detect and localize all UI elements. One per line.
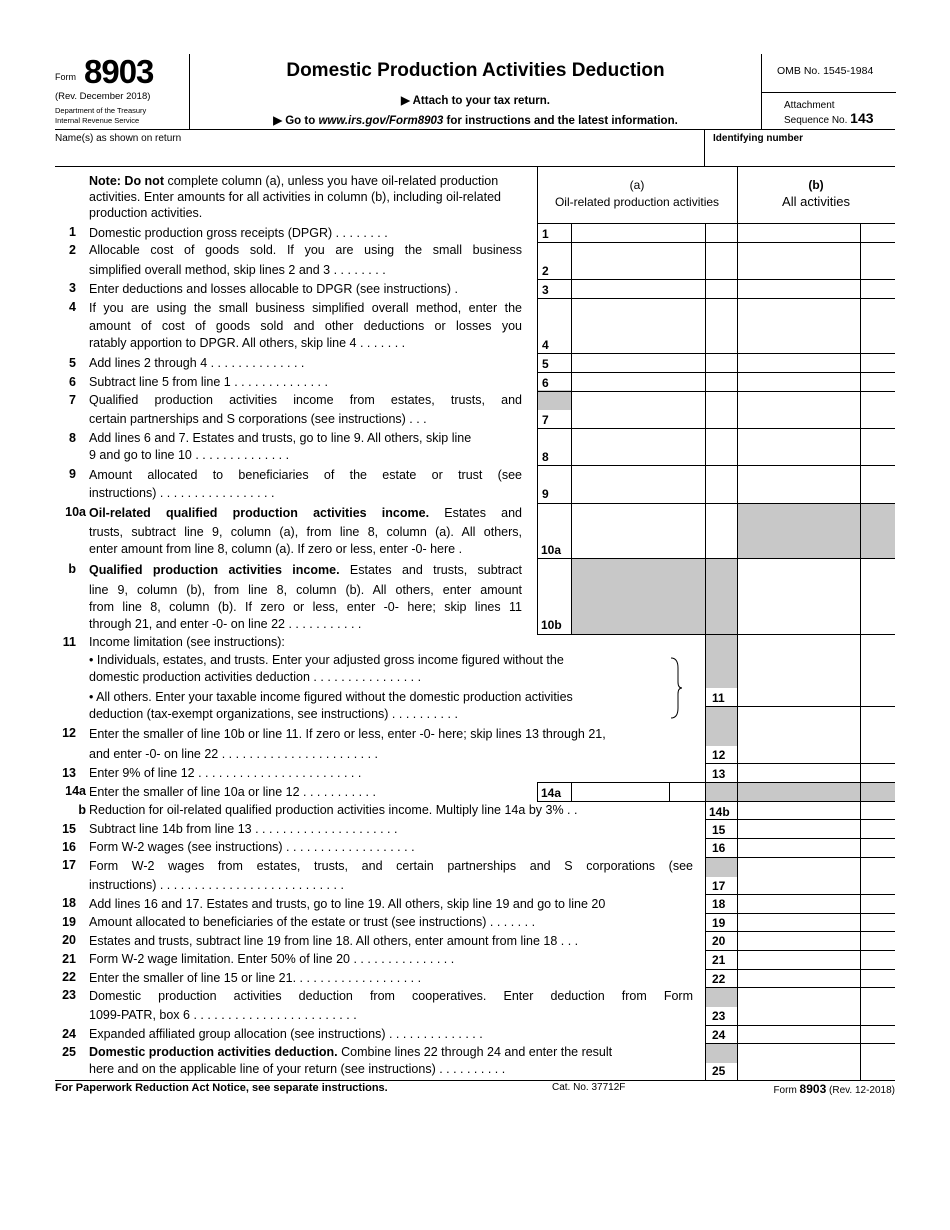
footer-form-id: Form 8903 (Rev. 12-2018) [773,1082,895,1096]
shaded-23-lbl [706,987,738,1007]
line-25-number: 25 [62,1045,76,1059]
form-number: 8903 [84,53,154,90]
attach-instruction: ▶ Attach to your tax return. [401,95,550,107]
line-4-text-1: If you are using the small business simplified overall method, enter the [89,301,522,315]
line-3a-field[interactable] [572,280,705,298]
line-17-label: 17 [712,879,726,893]
line-1-text: Domestic production gross receipts (DPGR) . . . . . . . . [89,226,388,240]
line-8-text-1: Add lines 6 and 7. Estates and trusts, go to line 9. All others, skip line [89,431,472,445]
name-row [55,130,895,167]
line-22-number: 22 [62,970,76,984]
line-8-text-2: 9 and go to line 10 . . . . . . . . . . . . . . [89,448,290,462]
line-23-number: 23 [62,988,76,1002]
line-1-number: 1 [69,225,76,239]
line-21-text: Form W-2 wage limitation. Enter 50% of line 20 . . . . . . . . . . . . . . . [89,952,455,966]
shaded-12-lbl [706,706,738,746]
line-13-text: Enter 9% of line 12 . . . . . . . . . . . . . . . . . . . . . . . . [89,766,362,780]
line-10b-text-3: from line 8, column (b). If zero or less, enter -0- here; skip lines 11 [89,600,522,614]
line-11-number: 11 [62,635,76,649]
line-25-text-2: here and on the applicable line of your return (see instructions) . . . . . . . . . . [89,1062,506,1076]
shaded-11-lbl [706,634,738,688]
line-20-text: Estates and trusts, subtract line 19 from line 18. All others, enter amount from line 18 . . . [89,934,579,948]
line-17-text-2: instructions) . . . . . . . . . . . . . . . . . . . . . . . . . . . [89,878,344,892]
line-2-label: 2 [542,264,549,278]
line-11-field[interactable] [738,634,860,706]
line-9-text-1: Amount allocated to beneficiaries of the estate or trust (see [89,468,522,482]
line-20-number: 20 [62,933,76,947]
column-a-header: (a) Oil-related production activities [554,178,720,209]
line-3-text: Enter deductions and losses allocable to DPGR (see instructions) . [89,282,458,296]
line-24-field[interactable] [738,1026,860,1043]
line-9-label: 9 [542,487,549,501]
line-3b-field[interactable] [738,280,860,298]
note: Note: Do not complete column (a), unless you have oil-related production activities. Enter amounts for all activities in column (b), including oil-related production activities. [89,174,501,220]
line-9-number: 9 [69,467,76,481]
omb-number: OMB No. 1545-1984 [762,54,896,93]
line-13-number: 13 [62,766,76,780]
line-1-label: 1 [542,227,549,241]
line-10a-label: 10a [541,543,562,557]
line-4a-field[interactable] [572,299,705,353]
goto-instruction: ▶ Go to www.irs.gov/Form8903 for instructions and the latest information. [273,115,678,127]
line-12-number: 12 [62,726,76,740]
line-5-number: 5 [69,356,76,370]
line-21-number: 21 [62,952,76,966]
line-6-number: 6 [69,375,76,389]
line-4-number: 4 [69,300,76,314]
line-18-text: Add lines 16 and 17. Estates and trusts, go to line 19. All others, skip line 19 and go to line 20 [89,897,606,911]
line-23-label: 23 [712,1009,726,1023]
line-21-label: 21 [712,953,726,967]
form-revision: (Rev. December 2018) [55,91,151,102]
line-10a-text-1: Oil-related qualified production activities income. Estates and [89,506,522,520]
line-24-text: Expanded affiliated group allocation (see instructions) . . . . . . . . . . . . . . [89,1027,483,1041]
catalog-number: Cat. No. 37712F [552,1082,626,1093]
line-17-field[interactable] [738,858,860,894]
line-20-label: 20 [712,934,726,948]
line-16-label: 16 [712,841,726,855]
attachment-sequence: Attachment Sequence No. 143 [784,100,874,126]
line-18-number: 18 [62,896,76,910]
line-4b-field[interactable] [738,299,860,353]
shaded-25-lbl [706,1043,738,1063]
line-23-text-2: 1099-PATR, box 6 . . . . . . . . . . . . . . . . . . . . . . . . [89,1008,357,1022]
form-word: Form [55,72,76,82]
irs-link[interactable]: www.irs.gov/Form8903 [318,115,444,127]
line-15-label: 15 [712,823,726,837]
title-block [190,54,761,130]
line-10a-number: 10a [65,505,86,519]
line-4-label: 4 [542,338,549,352]
line-14b-field[interactable] [738,802,860,819]
line-25-label: 25 [712,1064,726,1078]
form-page [55,54,895,167]
brace-icon [668,656,684,720]
line-15-field[interactable] [738,820,860,838]
line-12-label: 12 [712,748,726,762]
line-8-label: 8 [542,450,549,464]
line-2a-field[interactable] [572,243,705,279]
line-24-number: 24 [62,1027,76,1041]
line-10a-text-3: enter amount from line 8, column (a). If zero or less, enter -0- here . [89,542,463,556]
line-4-text-3: ratably apportion to DPGR. All others, skip line 4 . . . . . . . [89,336,406,350]
line-10b-label: 10b [541,618,562,632]
name-label: Name(s) as shown on return [55,133,182,144]
line-17-number: 17 [62,858,76,872]
line-22-field[interactable] [738,970,860,987]
form-header [55,54,895,130]
line-14b-text: Reduction for oil-related qualified production activities income. Multiply line 14a by 3% . . [89,803,578,817]
line-11-label: 11 [712,691,725,705]
line-24-label: 24 [712,1028,726,1042]
line-2b-field[interactable] [738,243,860,279]
line-12-field[interactable] [738,707,860,763]
shaded-7-lbl [537,390,571,410]
line-5-label: 5 [542,357,549,371]
line-12-text-1: Enter the smaller of line 10b or line 11. If zero or less, enter -0- here; skip lines 13 through 21, [89,727,606,741]
line-20-field[interactable] [738,932,860,950]
line-21-field[interactable] [738,951,860,969]
line-12-text-2: and enter -0- on line 22 . . . . . . . . . . . . . . . . . . . . . . . [89,747,379,761]
column-b-header: (b) All activities [782,178,850,209]
line-1a-field[interactable] [572,224,705,242]
line-22-label: 22 [712,972,726,986]
line-11-text-3: • All others. Enter your taxable income figured without the domestic production activities [89,690,573,704]
line-5-text: Add lines 2 through 4 . . . . . . . . . . . . . . [89,356,305,370]
line-22-text: Enter the smaller of line 15 or line 21. . . . . . . . . . . . . . . . . . . [89,971,422,985]
line-4-text-2: amount of cost of goods sold and other deductions or losses you [89,319,522,333]
shaded-10b-a [571,558,705,634]
line-16-number: 16 [62,840,76,854]
line-10a-text-2: trusts, subtract line 9, column (a), from line 8, column (a). All others, [89,525,522,539]
line-14a-text: Enter the smaller of line 10a or line 12 . . . . . . . . . . . [89,785,376,799]
line-19-number: 19 [62,915,76,929]
line-2-text-1: Allocable cost of goods sold. If you are using the small business [89,243,522,257]
line-7-text-2: certain partnerships and S corporations (see instructions) . . . [89,412,427,426]
omb-block [761,54,895,130]
shaded-14a [706,782,895,801]
line-11-text-0: Income limitation (see instructions): [89,635,285,649]
line-13-label: 13 [712,767,726,781]
line-14b-label: 14b [709,805,730,819]
line-6-text: Subtract line 5 from line 1 . . . . . . . . . . . . . . [89,375,328,389]
line-2-text-2: simplified overall method, skip lines 2 and 3 . . . . . . . . [89,263,386,277]
line-15-number: 15 [62,822,76,836]
line-1b-field[interactable] [738,224,860,242]
line-14a-label: 14a [541,786,562,800]
line-7-text-1: Qualified production activities income from estates, trusts, and [89,393,522,407]
shaded-17-lbl [706,857,738,877]
line-19-text: Amount allocated to beneficiaries of the estate or trust (see instructions) . . . . . . . [89,915,536,929]
line-2-number: 2 [69,243,76,257]
line-16-field[interactable] [738,839,860,857]
line-7-number: 7 [69,393,76,407]
line-6-label: 6 [542,376,549,390]
line-14a-field[interactable] [572,783,669,801]
line-3-label: 3 [542,283,549,297]
line-17-text-1: Form W-2 wages from estates, trusts, and certain partnerships and S corporations (see [89,859,693,873]
form-title: Domestic Production Activities Deduction [286,60,665,81]
line-3-number: 3 [69,281,76,295]
line-23-text-1: Domestic production activities deduction from cooperatives. Enter deduction from Form [89,989,693,1003]
line-10b-text-1: Qualified production activities income. Estates and trusts, subtract [89,563,522,577]
line-8-number: 8 [69,431,76,445]
line-9-text-2: instructions) . . . . . . . . . . . . . . . . . [89,486,275,500]
line-18-label: 18 [712,897,726,911]
shaded-10a-b [738,503,895,558]
line-10b-number: b [68,562,76,576]
line-13-field[interactable] [738,764,860,782]
line-18-field[interactable] [738,895,860,913]
line-23-field[interactable] [738,988,860,1025]
paperwork-notice: For Paperwork Reduction Act Notice, see separate instructions. [55,1082,388,1094]
line-19-field[interactable] [738,914,860,931]
line-11-text-2: domestic production activities deduction . . . . . . . . . . . . . . . . [89,670,422,684]
line-11-text-1: • Individuals, estates, and trusts. Enter your adjusted gross income figured without the [89,653,564,667]
line-7-label: 7 [542,413,549,427]
shaded-10b-sep [706,558,738,634]
line-10b-text-4: through 21, and enter -0- on line 22 . . . . . . . . . . . [89,617,362,631]
form-id-block [55,54,190,130]
identifying-number-field[interactable]: Identifying number [704,130,895,167]
line-11-text-4: deduction (tax-exempt organizations, see instructions) . . . . . . . . . . [89,707,458,721]
department: Department of the Treasury Internal Revenue Service [55,106,147,125]
line-14b-number: b [78,803,86,817]
line-25-text-1: Domestic production activities deduction. Combine lines 22 through 24 and enter the result [89,1045,613,1059]
line-10b-text-2: line 9, column (b), from line 8, column (b). All others, enter amount [89,583,522,597]
line-15-text: Subtract line 14b from line 13 . . . . . . . . . . . . . . . . . . . . . [89,822,398,836]
line-19-label: 19 [712,916,726,930]
line-14a-number: 14a [65,784,86,798]
line-25-field[interactable] [738,1044,860,1080]
line-16-text: Form W-2 wages (see instructions) . . . . . . . . . . . . . . . . . . . [89,840,415,854]
